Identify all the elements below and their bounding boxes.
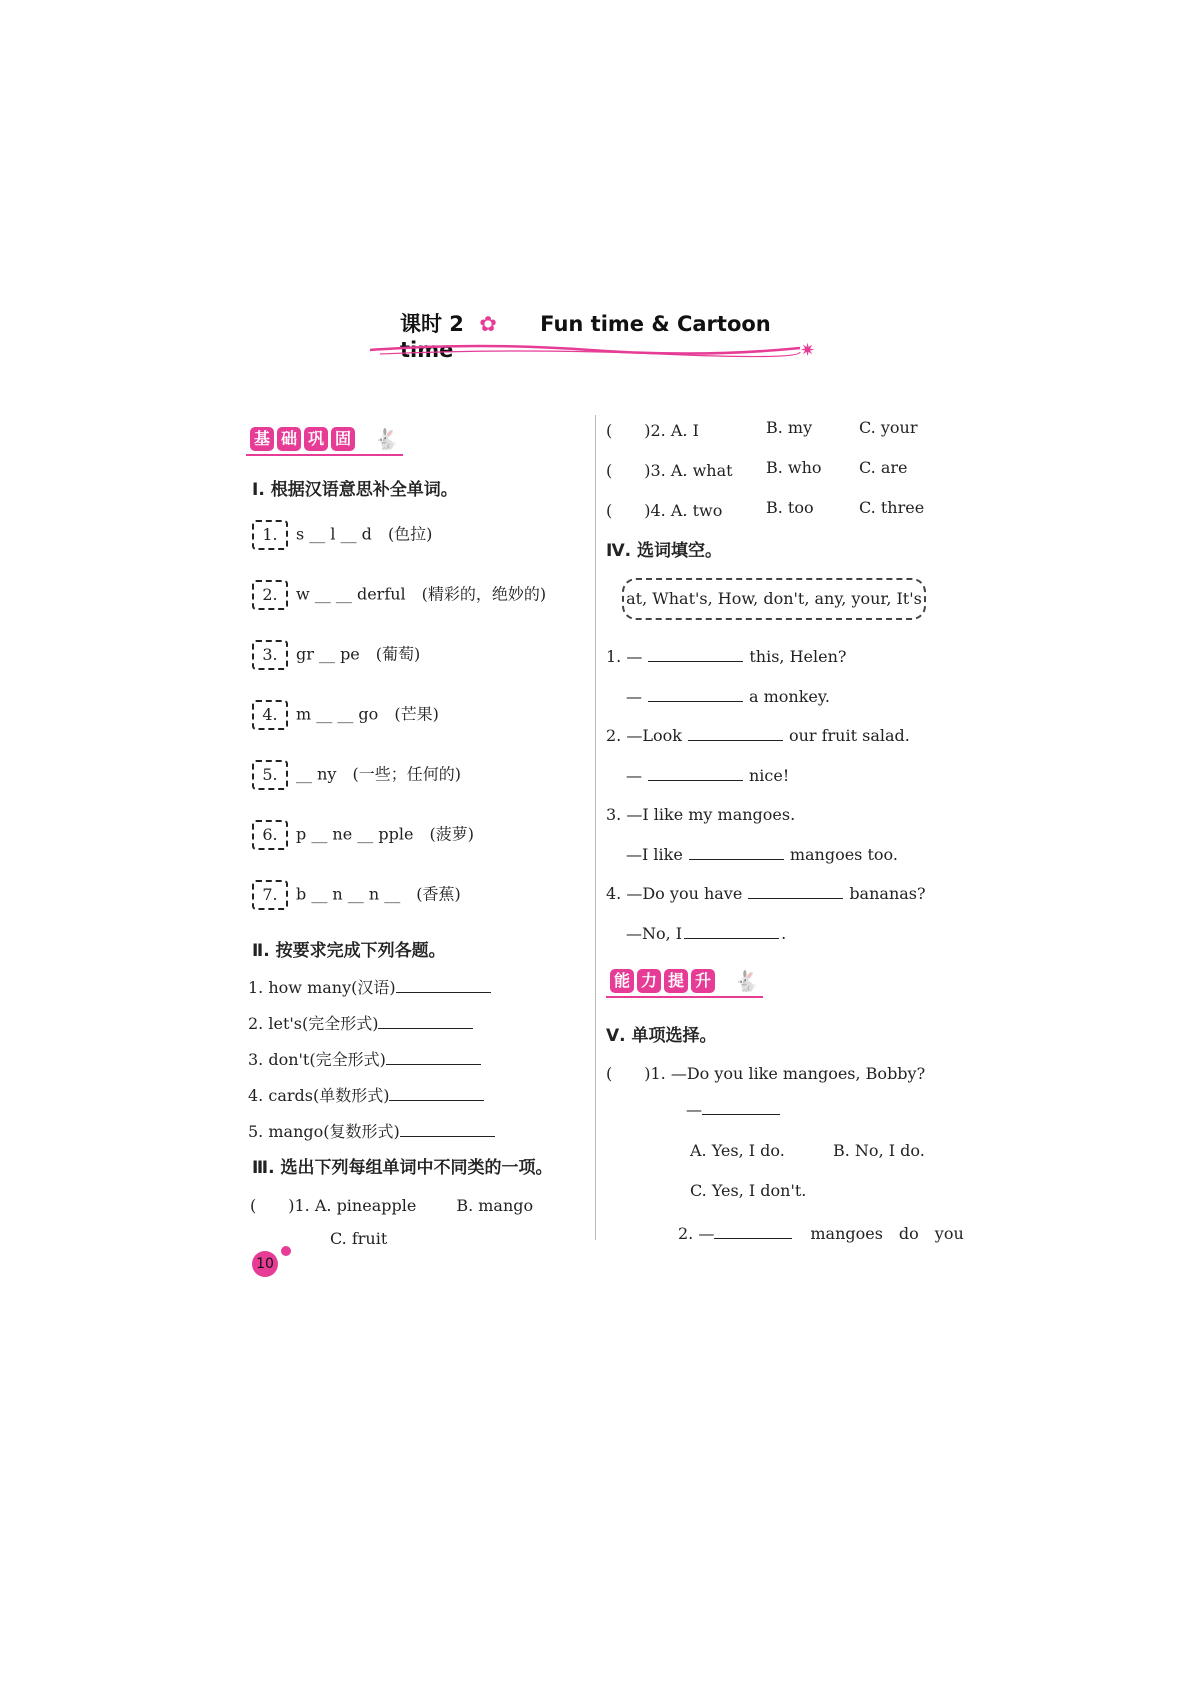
answer-blank[interactable] <box>378 1028 473 1029</box>
choice-option: B. No, I do. <box>833 1141 925 1160</box>
answer-blank[interactable] <box>648 780 743 781</box>
list-item: 2. w __ __ derful (精彩的，绝妙的) <box>252 580 546 610</box>
answer-blank[interactable] <box>714 1238 792 1239</box>
word-bank: at, What's, How, don't, any, your, It's <box>622 578 926 620</box>
rabbit-icon: 🐇 <box>734 969 759 993</box>
choice-question: ( )4. A. two B. too C. three <box>606 498 925 520</box>
list-item: 2. let's(完全形式) <box>248 1011 473 1034</box>
lesson-header <box>360 300 830 360</box>
answer-blank[interactable] <box>648 701 743 702</box>
list-item: 5. mango(复数形式) <box>248 1119 495 1142</box>
basic-banner: 基 础 巩 固 🐇 <box>246 426 403 452</box>
list-item: 3. don't(完全形式) <box>248 1047 481 1070</box>
flower-icon: ✿ <box>479 312 497 336</box>
lesson-name: Fun time & Cartoon time <box>400 312 771 362</box>
ability-banner: 能 力 提 升 🐇 <box>606 968 763 994</box>
answer-blank[interactable] <box>389 1100 484 1101</box>
list-item: 5. __ ny (一些；任何的) <box>252 760 461 790</box>
list-item: 4. m __ __ go (芒果) <box>252 700 439 730</box>
choice-option: C. Yes, I don't. <box>690 1181 807 1200</box>
fill-line: 3. —I like my mangoes. <box>606 805 796 824</box>
fill-line: — nice! <box>626 766 790 785</box>
choice-question: ( )2. A. I B. my C. your <box>606 418 918 440</box>
answer-blank[interactable] <box>684 938 779 939</box>
choice-option: C. fruit <box>330 1229 388 1248</box>
choice-option: A. Yes, I do. <box>690 1141 785 1160</box>
section5-heading: Ⅴ. 单项选择。 <box>606 1026 717 1046</box>
list-item: 1. how many(汉语) <box>248 975 491 998</box>
fill-line: 2. —Look our fruit salad. <box>606 726 910 745</box>
page-number: 10 <box>252 1251 278 1277</box>
list-item: 1. s __ l __ d (色拉) <box>252 520 432 550</box>
answer-blank[interactable] <box>688 740 783 741</box>
fill-line: —I like mangoes too. <box>626 845 898 864</box>
list-item: 6. p __ ne __ pple (菠萝) <box>252 820 474 850</box>
choice-question: ( )1. —Do you like mangoes, Bobby? <box>606 1064 926 1083</box>
svg-text:✷: ✷ <box>800 340 816 360</box>
column-divider <box>595 415 596 1240</box>
list-item: 3. gr __ pe (葡萄) <box>252 640 420 670</box>
choice-question: ( )1. A. pineapple B. mango <box>250 1196 534 1215</box>
list-item: 7. b __ n __ n __ (香蕉) <box>252 880 461 910</box>
list-item: 4. cards(单数形式) <box>248 1083 484 1106</box>
fill-line: — a monkey. <box>626 687 830 706</box>
answer-blank[interactable] <box>396 992 491 993</box>
rabbit-icon: 🐇 <box>374 427 399 451</box>
answer-blank[interactable] <box>748 898 843 899</box>
choice-question: ( )3. A. what B. who C. are <box>606 458 908 480</box>
answer-line: — <box>686 1100 780 1119</box>
choice-question: 2. — mangoes do you <box>678 1224 964 1243</box>
answer-blank[interactable] <box>702 1114 780 1115</box>
section2-heading: Ⅱ. 按要求完成下列各题。 <box>252 941 446 961</box>
decor-dot <box>281 1246 291 1256</box>
section1-heading: Ⅰ. 根据汉语意思补全单词。 <box>252 480 458 500</box>
header-underline <box>360 338 830 360</box>
fill-line: 1. — this, Helen? <box>606 647 847 666</box>
answer-blank[interactable] <box>386 1064 481 1065</box>
answer-blank[interactable] <box>400 1136 495 1137</box>
section4-heading: Ⅳ. 选词填空。 <box>606 541 723 561</box>
answer-blank[interactable] <box>689 859 784 860</box>
lesson-number: 课时 2 <box>400 312 464 336</box>
section3-heading: Ⅲ. 选出下列每组单词中不同类的一项。 <box>252 1158 553 1178</box>
answer-blank[interactable] <box>648 661 743 662</box>
fill-line: 4. —Do you have bananas? <box>606 884 926 903</box>
fill-line: —No, I . <box>626 924 787 943</box>
